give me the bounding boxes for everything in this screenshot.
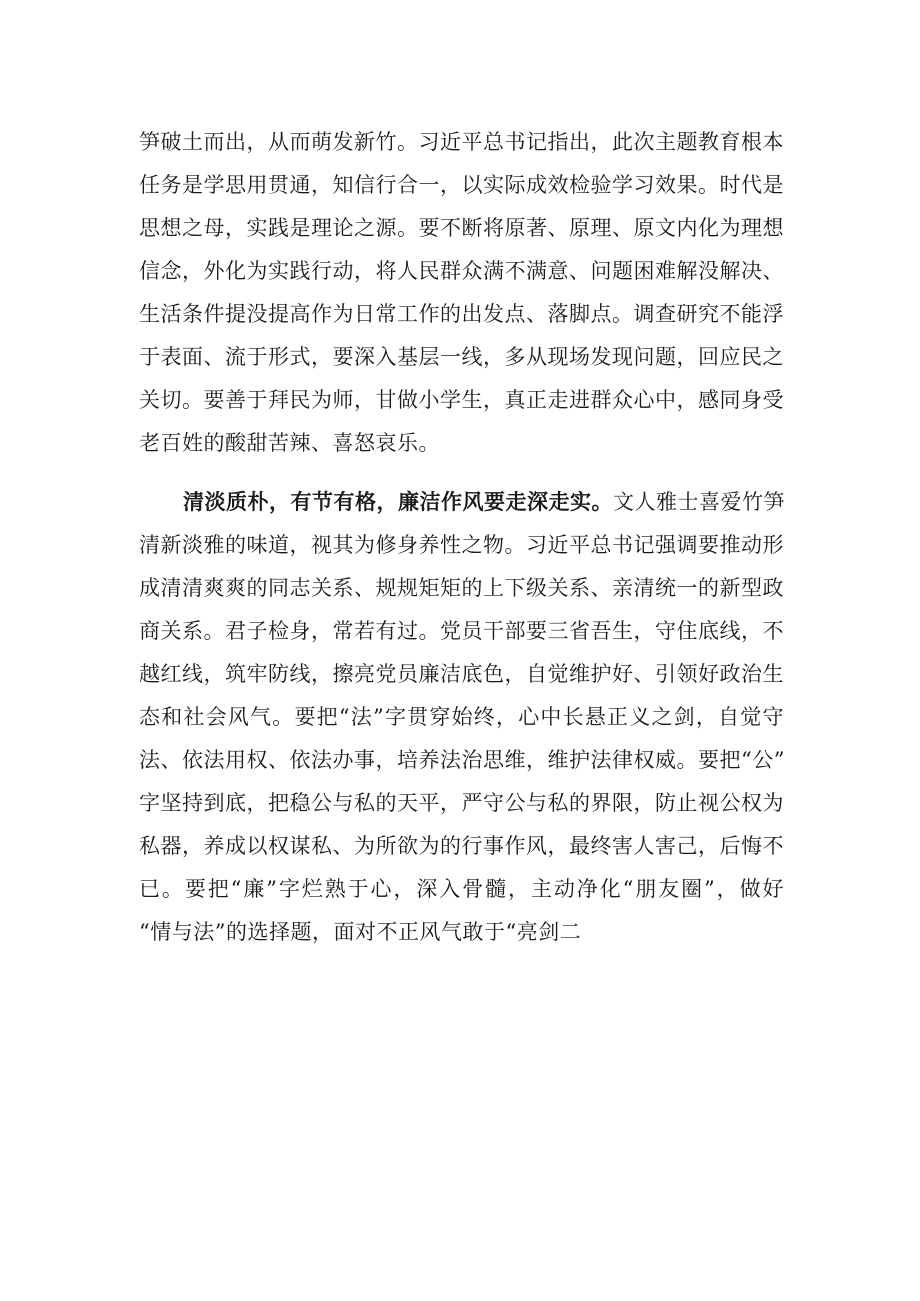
document-page	[139, 121, 784, 954]
paragraph-1	[139, 121, 784, 465]
text-line: 越红线，筑牢防线，擦亮党员廉洁底色，自觉维护好、引领好政治生	[139, 662, 784, 686]
text-line: 商关系。君子检身，常若有过。党员干部要三省吾生，守住底线，不	[139, 619, 784, 643]
text-line: 任务是学思用贯通，知信行合一，以实际成效检验学习效果。时代是	[139, 173, 784, 197]
text-line: 笋破土而出，从而萌发新竹。习近平总书记指出，此次主题教育根本	[139, 130, 784, 154]
paragraph-gap	[139, 465, 784, 481]
paragraph-2	[139, 481, 784, 954]
text-line: “情与法”的选择题，面对不正风气敢于“亮剑二	[139, 920, 582, 944]
text-line: 关切。要善于拜民为师，甘做小学生，真正走进群众心中，感同身受	[139, 388, 784, 412]
text-line: 信念，外化为实践行动，将人民群众满不满意、问题困难解没解决、	[139, 259, 784, 283]
text-line: 字坚持到底，把稳公与私的天平，严守公与私的界限，防止视公权为	[139, 791, 784, 815]
text-line: 生活条件提没提高作为日常工作的出发点、落脚点。调查研究不能浮	[139, 302, 784, 326]
text-line: 私器，养成以权谋私、为所欲为的行事作风，最终害人害己，后悔不	[139, 834, 784, 858]
text-line: 清新淡雅的味道，视其为修身养性之物。习近平总书记强调要推动形	[139, 533, 784, 557]
text-line: 思想之母，实践是理论之源。要不断将原著、原理、原文内化为理想	[139, 216, 784, 240]
text-line: 已。要把“廉”字烂熟于心，深入骨髓，主动净化“朋友圈”，做好	[139, 877, 784, 901]
text-line: 态和社会风气。要把“法”字贯穿始终，心中长悬正义之剑，自觉守	[139, 705, 784, 729]
text-line: 于表面、流于形式，要深入基层一线，多从现场发现问题，回应民之	[139, 345, 784, 369]
paragraph-text: 文人雅士喜爱竹笋	[613, 490, 785, 514]
text-line-first	[139, 481, 784, 524]
text-line: 法、依法用权、依法办事，培养法治思维，维护法律权威。要把“公”	[139, 748, 785, 772]
text-line: 老百姓的酸甜苦辣、喜怒哀乐。	[139, 431, 440, 455]
text-line: 成清清爽爽的同志关系、规规矩矩的上下级关系、亲清统一的新型政	[139, 576, 784, 600]
paragraph-heading: 清淡质朴，有节有格，廉洁作风要走深走实。	[183, 490, 613, 514]
